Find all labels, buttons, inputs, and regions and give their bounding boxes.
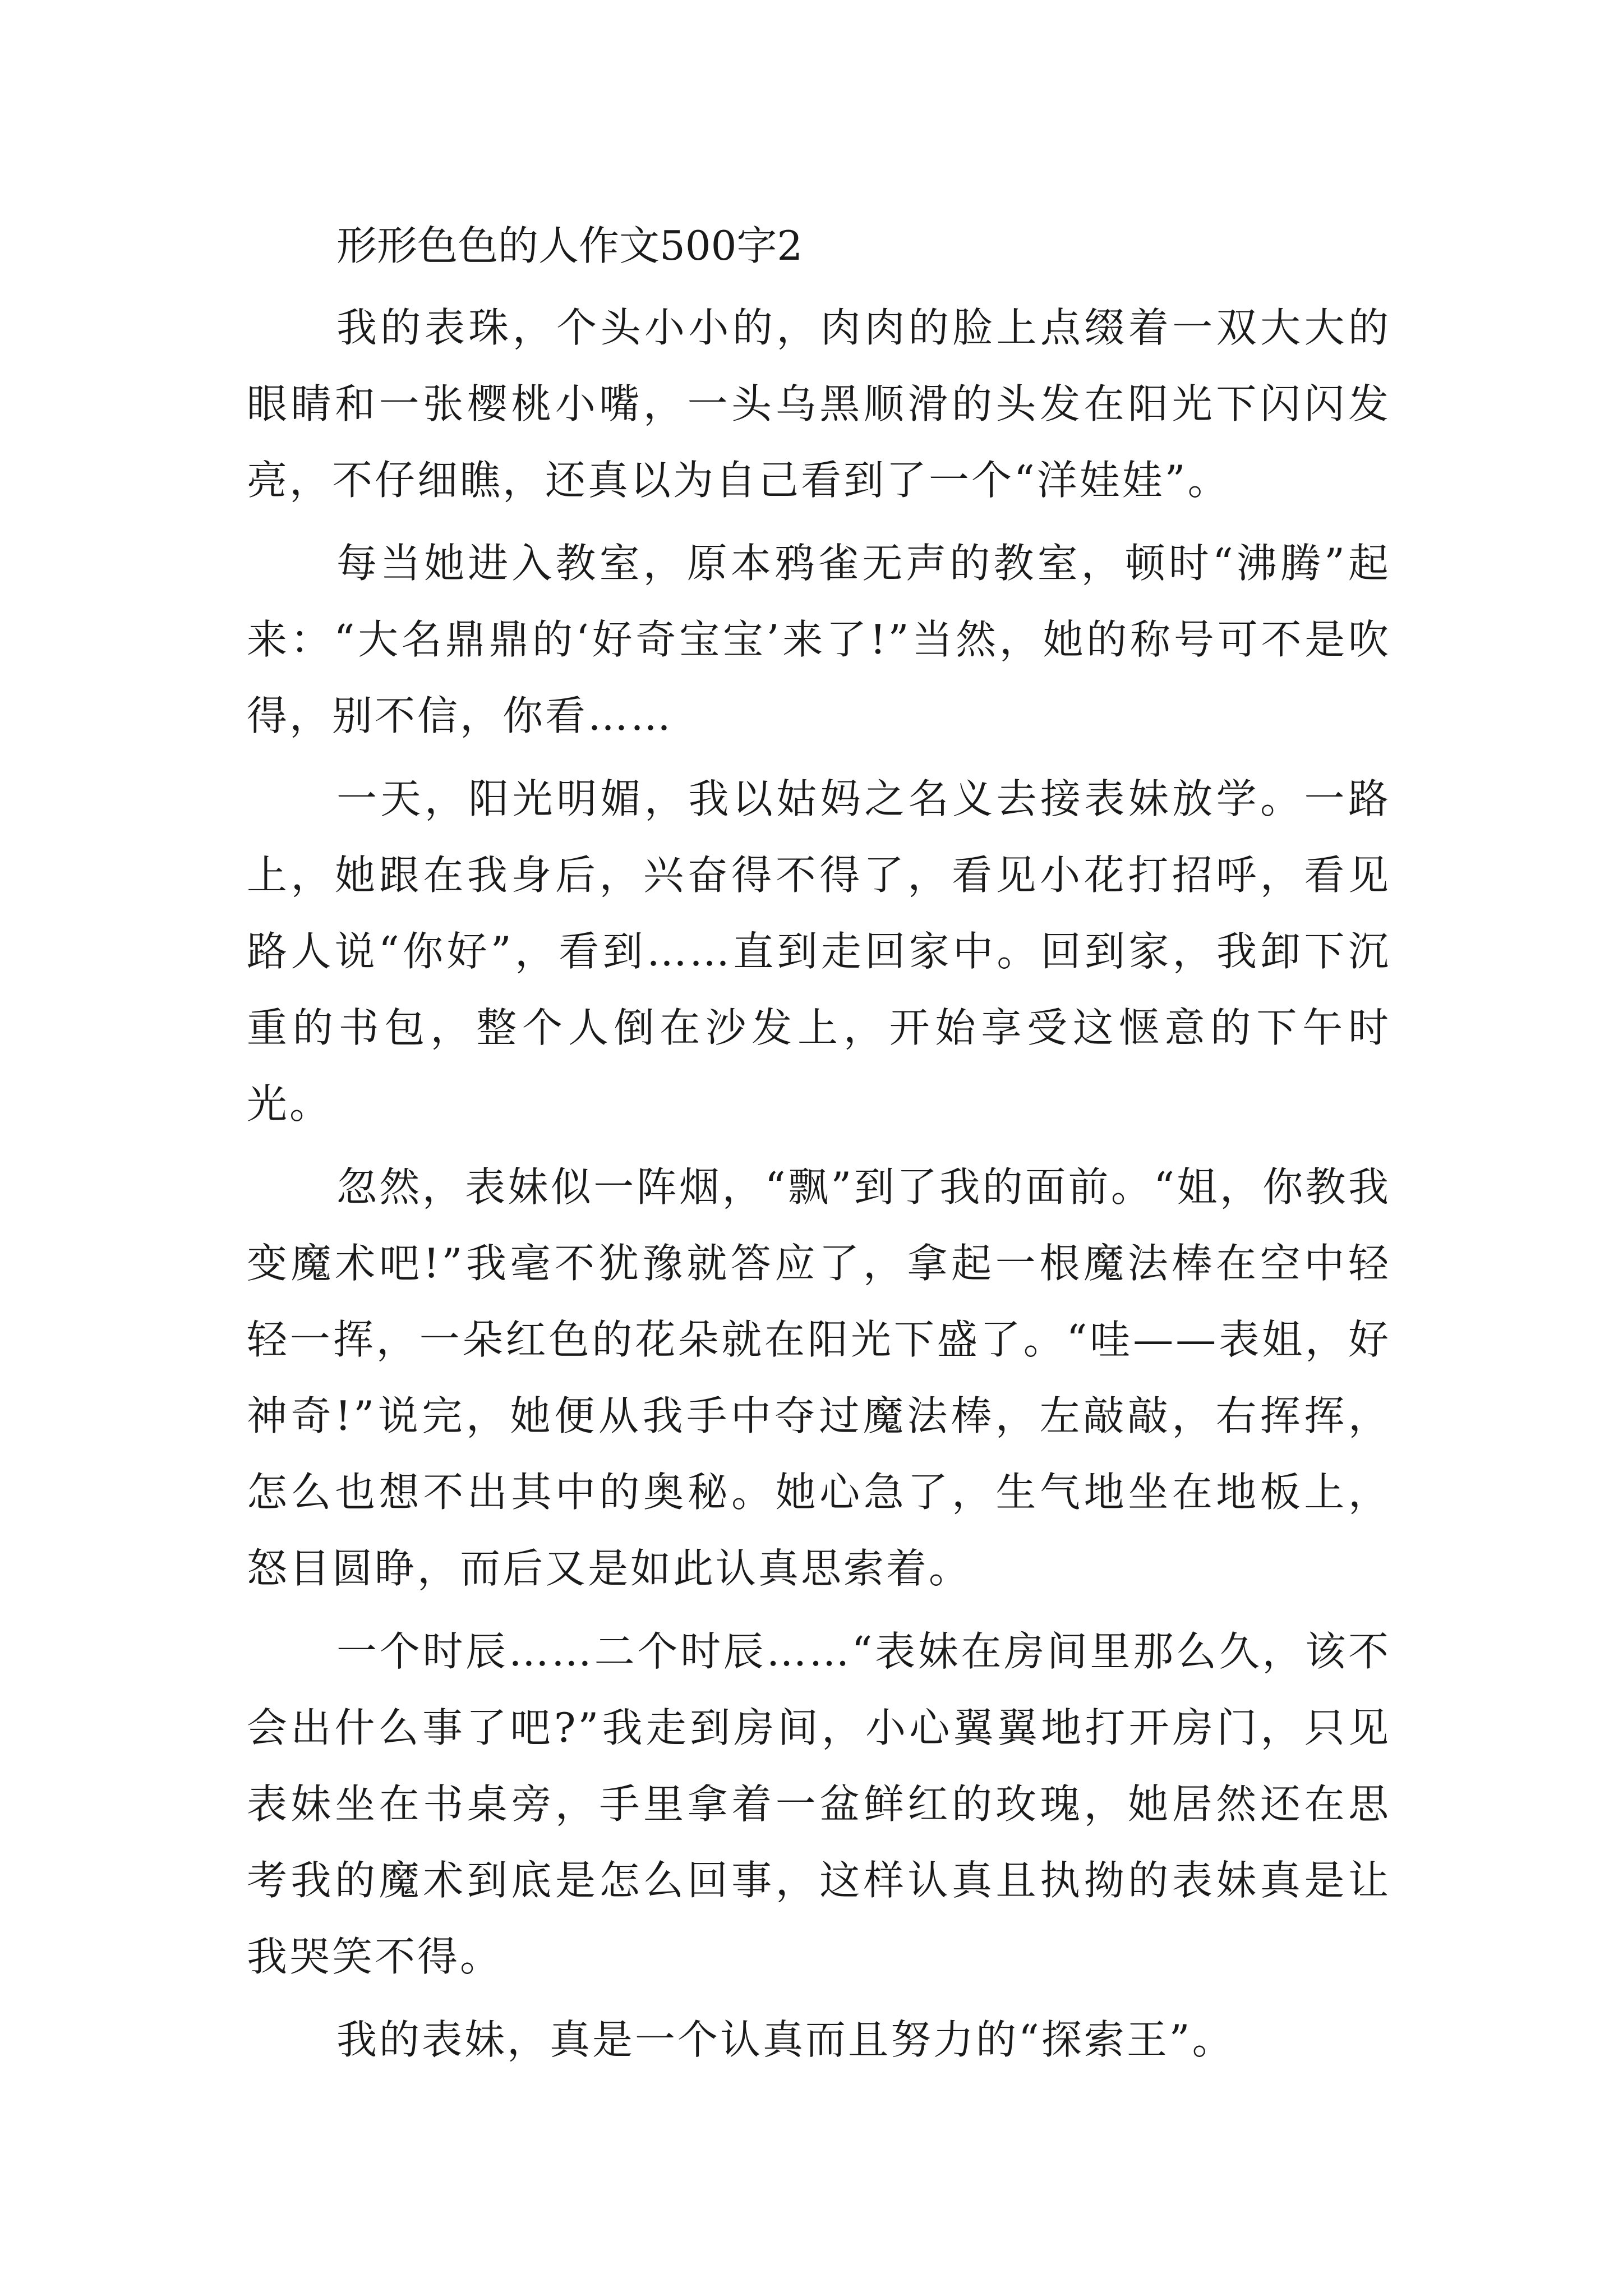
paragraph: 我的表妹，真是一个认真而且努力的“探索王”。 [336,2016,1235,2063]
essay-title: 形形色色的人作文500字2 [336,222,803,269]
paragraph: 每当她进入教室，原本鸦雀无声的教室，顿时“沸腾”起来：“大名鼎鼎的‘好奇宝宝’来了!”当然，她的称号可不是吹得，别不信，你看…… [247,540,1391,739]
paragraph: 一天，阳光明媚，我以姑妈之名义去接表妹放学。一路上，她跟在我身后，兴奋得不得了，看见小花打招呼，看见路人说“你好”，看到……直到走回家中。回到家，我卸下沉重的书包，整个人倒在沙发上，开始享受这惬意的下午时光。 [247,775,1391,1128]
document-body [247,208,1391,2085]
paragraph: 我的表珠，个头小小的，肉肉的脸上点缀着一双大大的眼睛和一张樱桃小嘴，一头乌黑顺滑的头发在阳光下闪闪发亮，不仔细瞧，还真以为自己看到了一个“洋娃娃”。 [247,304,1391,504]
paragraph: 忽然，表妹似一阵烟，“飘”到了我的面前。“姐，你教我变魔术吧!”我毫不犹豫就答应了，拿起一根魔法棒在空中轻轻一挥，一朵红色的花朵就在阳光下盛了。“哇——表姐，好神奇!”说完，她便从我手中夺过魔法棒，左敲敲，右挥挥，怎么也想不出其中的奥秘。她心急了，生气地坐在地板上，怒目圆睁，而后又是如此认真思索着。 [247,1163,1391,1592]
paragraph: 一个时辰……二个时辰……“表妹在房间里那么久，该不会出什么事了吧?”我走到房间，小心翼翼地打开房门，只见表妹坐在书桌旁，手里拿着一盆鲜红的玫瑰，她居然还在思考我的魔术到底是怎么回事，这样认真且执拗的表妹真是让我哭笑不得。 [247,1628,1391,1980]
